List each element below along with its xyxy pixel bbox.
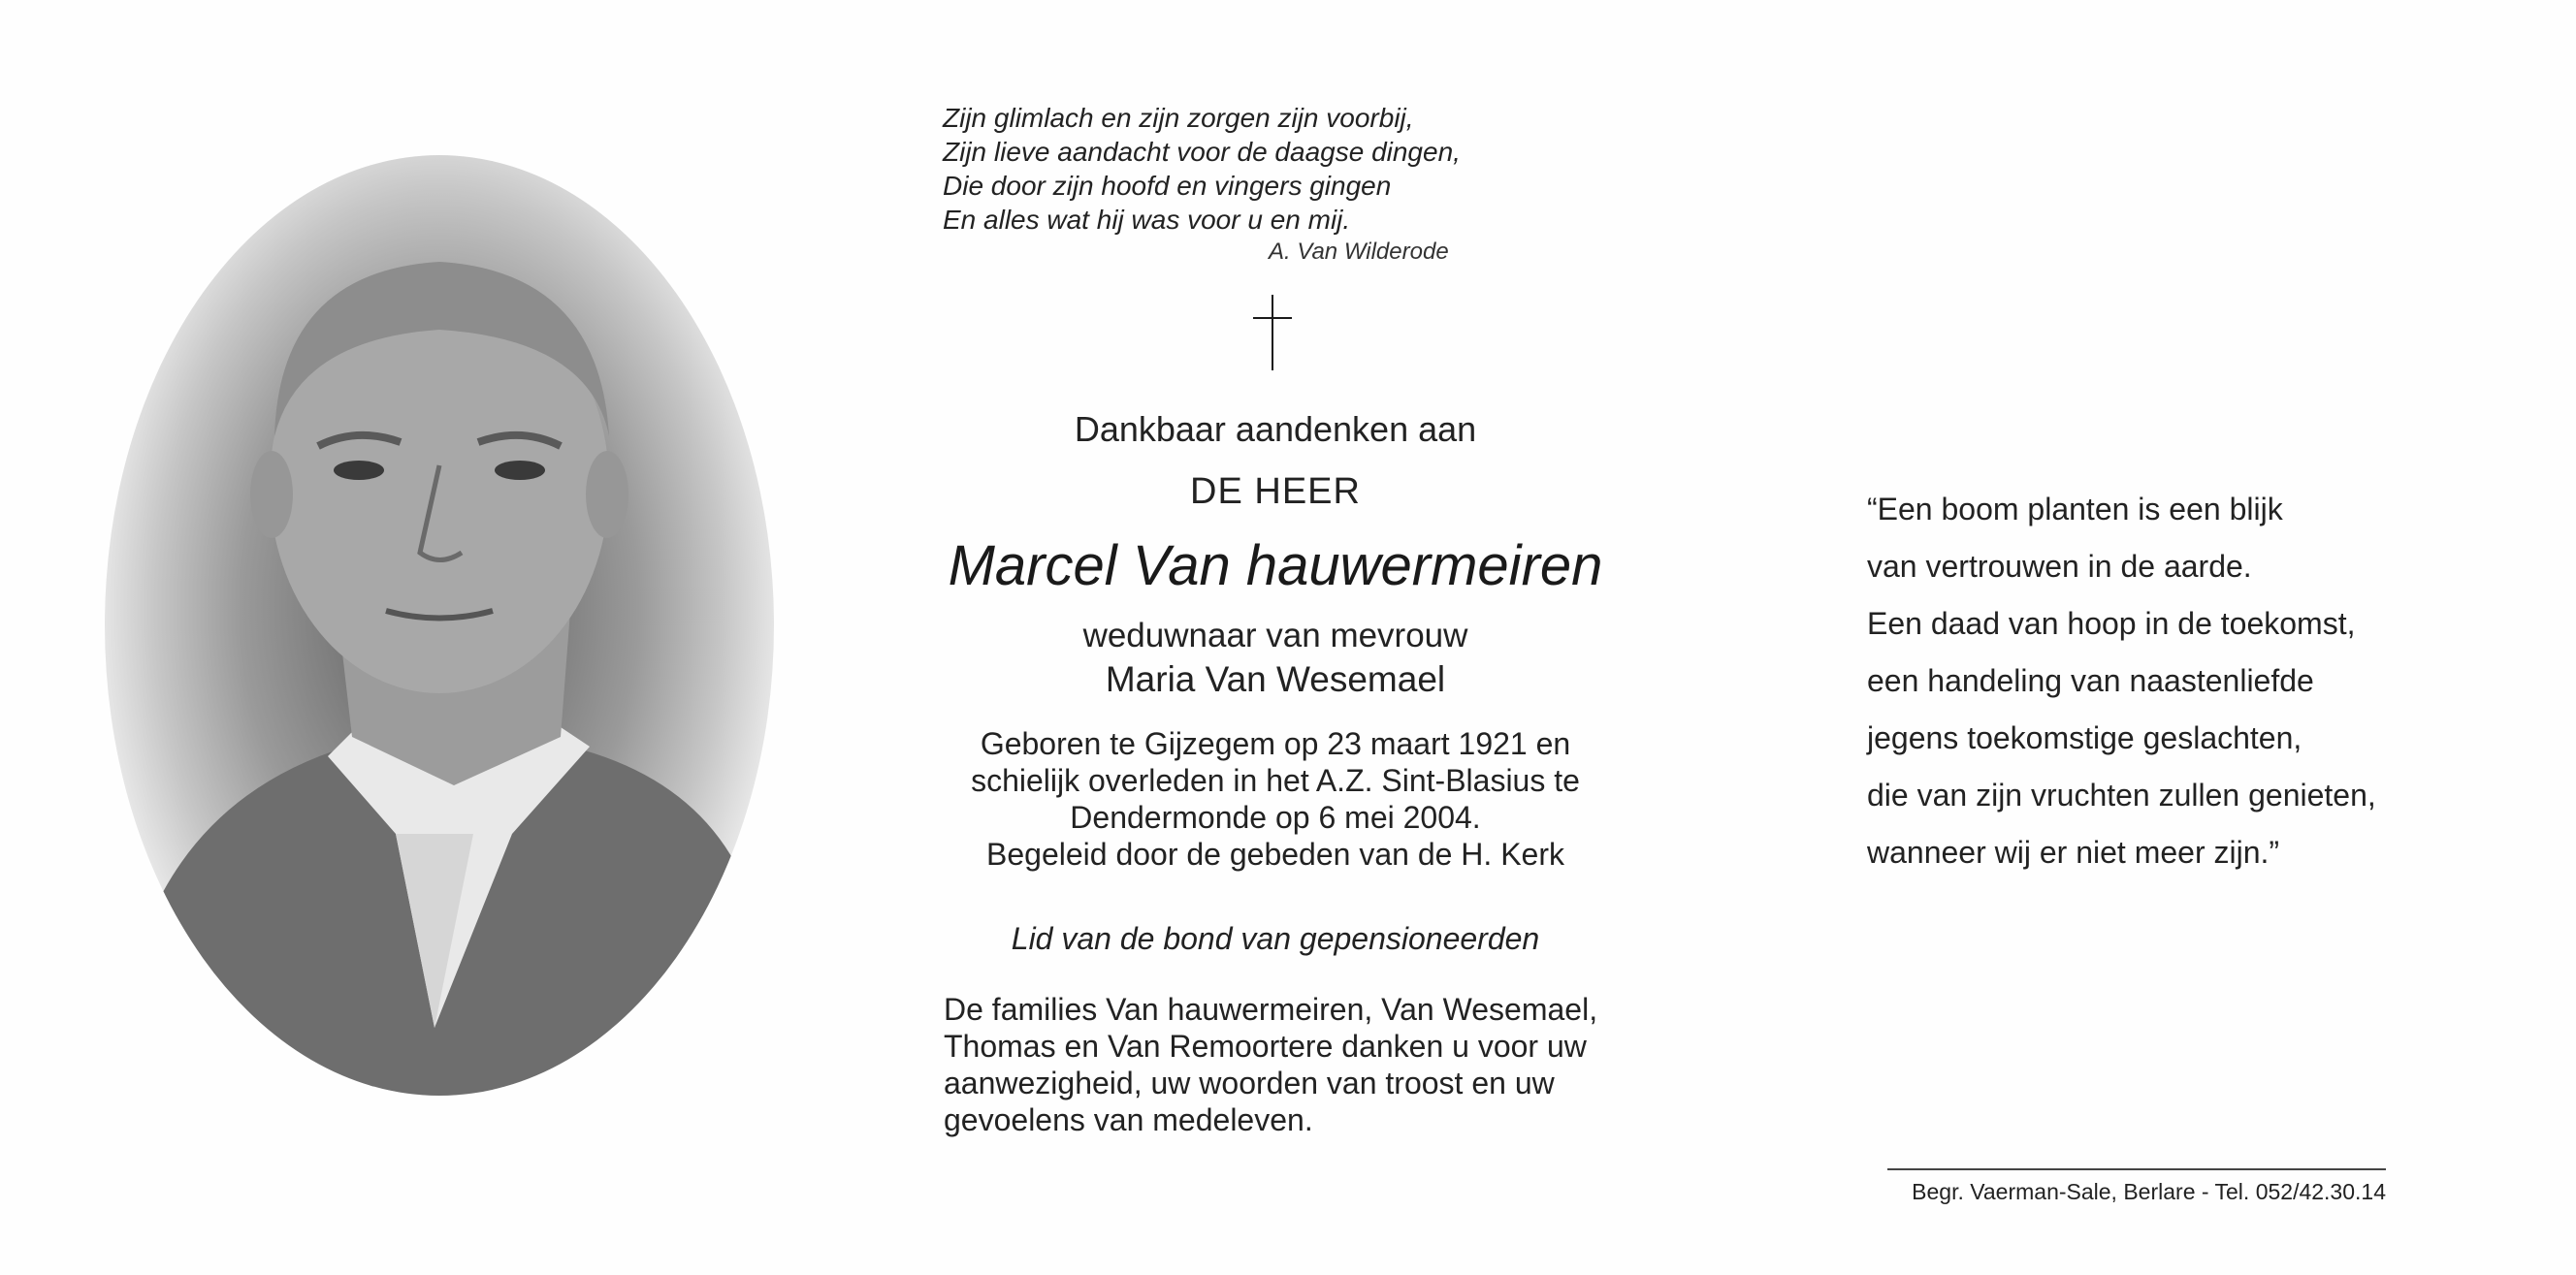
- portrait-photo: [105, 155, 774, 1096]
- tree-quote: [1867, 481, 2468, 881]
- undertaker-footer: Begr. Vaerman-Sale, Berlare - Tel. 052/42.30.14: [1912, 1179, 2386, 1204]
- poem-line: En alles wat hij was voor u en mij.: [943, 205, 1351, 235]
- biography: [912, 725, 1639, 873]
- quote-line: die van zijn vruchten zullen genieten,: [1867, 778, 2376, 813]
- spouse-name: Maria Van Wesemael: [1105, 659, 1446, 699]
- poem-line: Die door zijn hoofd en vingers gingen: [943, 171, 1392, 201]
- membership-line: Lid van de bond van gepensioneerden: [1011, 921, 1540, 956]
- poem-author: A. Van Wilderode: [1269, 239, 1449, 265]
- deceased-name: Marcel Van hauwermeiren: [948, 534, 1603, 597]
- footer-divider: [1887, 1168, 2386, 1170]
- quote-line: wanneer wij er niet meer zijn.”: [1867, 835, 2280, 870]
- family-thanks: [944, 991, 1642, 1138]
- bio-line: Geboren te Gijzegem op 23 maart 1921 en: [980, 726, 1571, 761]
- bio-line: schielijk overleden in het A.Z. Sint-Blasius te: [971, 763, 1580, 798]
- bio-line: Begeleid door de gebeden van de H. Kerk: [986, 837, 1564, 872]
- thanks-line: gevoelens van medeleven.: [944, 1102, 1313, 1137]
- thanks-line: Thomas en Van Remoortere danken u voor uw: [944, 1029, 1587, 1064]
- poem-line: Zijn glimlach en zijn zorgen zijn voorbij,: [943, 103, 1414, 133]
- poem-line: Zijn lieve aandacht voor de daagse dingen,: [943, 137, 1461, 167]
- thanks-line: De families Van hauwermeiren, Van Wesemael,: [944, 992, 1598, 1027]
- bio-line: Dendermonde op 6 mei 2004.: [1070, 800, 1481, 835]
- widower-line: weduwnaar van mevrouw: [1082, 617, 1468, 654]
- poem: [943, 101, 1544, 237]
- quote-line: een handeling van naastenliefde: [1867, 663, 2314, 698]
- quote-line: Een daad van hoop in de toekomst,: [1867, 606, 2356, 641]
- quote-line: “Een boom planten is een blijk: [1867, 492, 2283, 526]
- quote-line: van vertrouwen in de aarde.: [1867, 549, 2252, 584]
- thanks-line: aanwezigheid, uw woorden van troost en uw: [944, 1066, 1555, 1100]
- portrait-figure: [105, 155, 774, 1096]
- honorific-title: DE HEER: [1190, 471, 1361, 512]
- remembrance-heading: Dankbaar aandenken aan: [1074, 409, 1477, 449]
- cross-icon: [1251, 293, 1294, 377]
- quote-line: jegens toekomstige geslachten,: [1867, 720, 2302, 755]
